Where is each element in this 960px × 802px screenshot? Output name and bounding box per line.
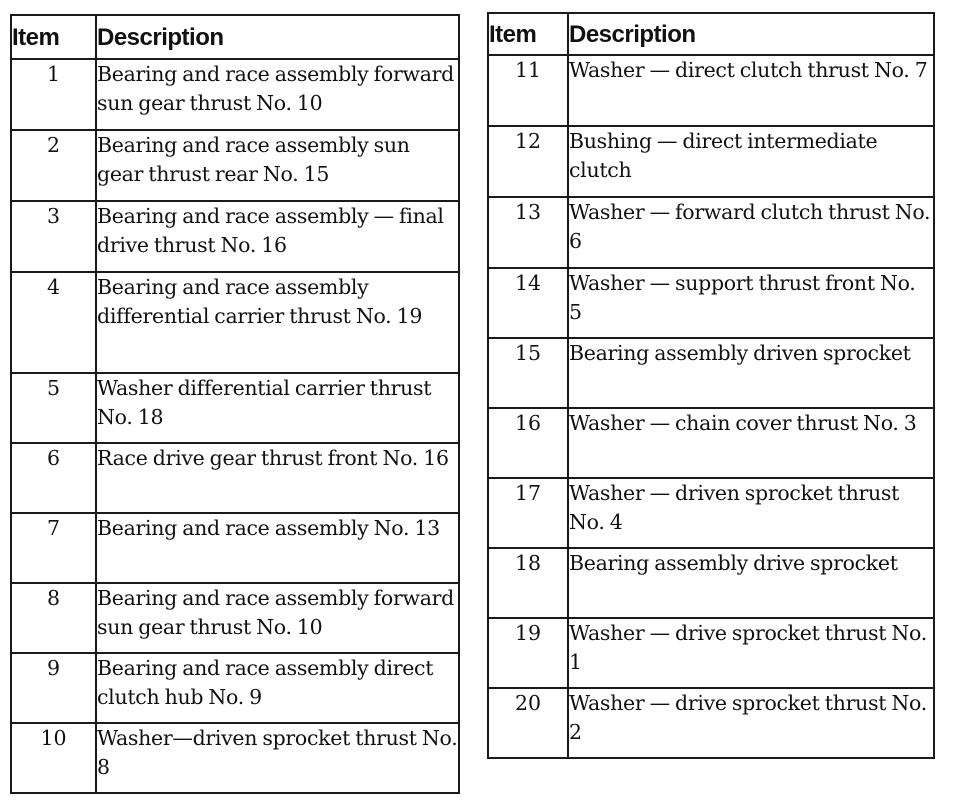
table-row <box>11 583 459 653</box>
item-number: 9 <box>11 653 96 723</box>
item-number: 3 <box>11 201 96 272</box>
item-number: 14 <box>488 268 568 338</box>
table-row <box>488 478 934 548</box>
table-row <box>488 197 934 268</box>
table-row <box>11 201 459 272</box>
item-description: Bearing and race assembly forward sun gear thrust No. 10 <box>96 583 459 653</box>
table-row <box>11 59 459 130</box>
table-row <box>488 618 934 688</box>
item-description: Washer — chain cover thrust No. 3 <box>568 408 934 478</box>
item-number: 18 <box>488 548 568 618</box>
item-description: Bearing and race assembly No. 13 <box>96 513 459 583</box>
item-description: Washer — forward clutch thrust No. 6 <box>568 197 934 268</box>
item-number: 6 <box>11 443 96 513</box>
item-description: Bearing and race assembly forward sun gear thrust No. 10 <box>96 59 459 130</box>
item-description: Bushing — direct intermediate clutch <box>568 126 934 197</box>
item-number: 20 <box>488 688 568 758</box>
item-description: Bearing and race assembly sun gear thrust rear No. 15 <box>96 130 459 201</box>
item-number: 4 <box>11 272 96 373</box>
item-description: Bearing and race assembly differential carrier thrust No. 19 <box>96 272 459 373</box>
item-description: Washer differential carrier thrust No. 18 <box>96 373 459 443</box>
table-row <box>488 548 934 618</box>
item-number: 8 <box>11 583 96 653</box>
item-number: 12 <box>488 126 568 197</box>
item-description: Washer — drive sprocket thrust No. 2 <box>568 688 934 758</box>
header-description: Description <box>568 13 934 55</box>
item-description: Bearing assembly driven sprocket <box>568 338 934 408</box>
item-number: 7 <box>11 513 96 583</box>
item-description: Washer — support thrust front No. 5 <box>568 268 934 338</box>
item-number: 13 <box>488 197 568 268</box>
item-number: 17 <box>488 478 568 548</box>
item-number: 10 <box>11 723 96 793</box>
item-description: Washer — drive sprocket thrust No. 1 <box>568 618 934 688</box>
table-row <box>488 126 934 197</box>
parts-table-left <box>10 14 460 794</box>
item-number: 1 <box>11 59 96 130</box>
item-number: 16 <box>488 408 568 478</box>
table-row <box>11 130 459 201</box>
item-number: 19 <box>488 618 568 688</box>
item-number: 5 <box>11 373 96 443</box>
table-row <box>11 443 459 513</box>
table-row <box>488 268 934 338</box>
header-description: Description <box>96 15 459 59</box>
item-description: Washer — direct clutch thrust No. 7 <box>568 55 934 126</box>
item-description: Bearing and race assembly — final drive thrust No. 16 <box>96 201 459 272</box>
header-item: Item <box>488 13 568 55</box>
table-row <box>488 688 934 758</box>
item-number: 15 <box>488 338 568 408</box>
header-row <box>11 15 459 59</box>
item-description: Washer — driven sprocket thrust No. 4 <box>568 478 934 548</box>
item-number: 2 <box>11 130 96 201</box>
table-row <box>11 653 459 723</box>
parts-table-right <box>487 12 935 759</box>
item-description: Bearing assembly drive sprocket <box>568 548 934 618</box>
table-row <box>11 723 459 793</box>
item-number: 11 <box>488 55 568 126</box>
header-item: Item <box>11 15 96 59</box>
table-row <box>11 513 459 583</box>
table-row <box>488 338 934 408</box>
table-row <box>11 272 459 373</box>
table-row <box>11 373 459 443</box>
header-row <box>488 13 934 55</box>
table-row <box>488 408 934 478</box>
item-description: Race drive gear thrust front No. 16 <box>96 443 459 513</box>
item-description: Washer—driven sprocket thrust No. 8 <box>96 723 459 793</box>
item-description: Bearing and race assembly direct clutch hub No. 9 <box>96 653 459 723</box>
table-row <box>488 55 934 126</box>
